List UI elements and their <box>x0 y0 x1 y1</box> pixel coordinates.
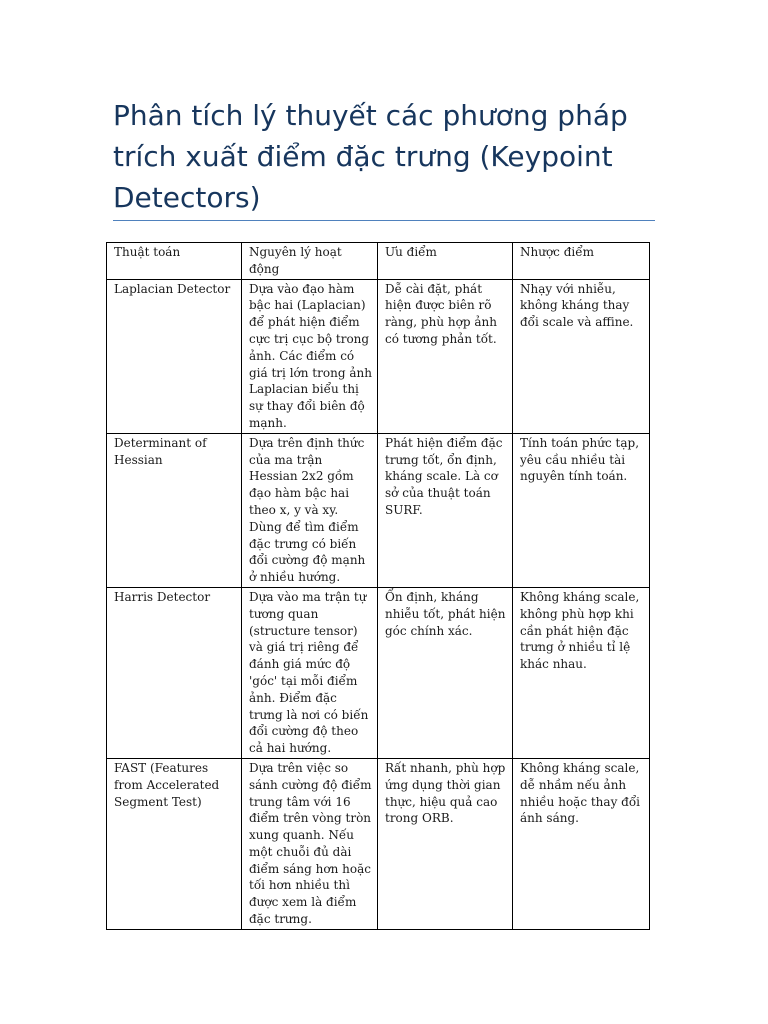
cell-principle: Dựa trên việc so sánh cường độ điểm trung tâm với 16 điểm trên vòng tròn xung quanh. Nếu một chuỗi đủ dài điểm sáng hơn hoặc tối hơn nhiều thì được xem là điểm đặc trưng. <box>242 758 378 929</box>
cell-advantages: Rất nhanh, phù hợp ứng dụng thời gian thực, hiệu quả cao trong ORB. <box>378 758 513 929</box>
table-row <box>107 279 650 433</box>
comparison-table <box>106 242 650 930</box>
cell-advantages: Dễ cài đặt, phát hiện được biên rõ ràng, phù hợp ảnh có tương phản tốt. <box>378 279 513 433</box>
table-row <box>107 587 650 758</box>
cell-disadvantages: Tính toán phức tạp, yêu cầu nhiều tài nguyên tính toán. <box>513 433 650 587</box>
title-underline <box>113 220 655 221</box>
table-row <box>107 433 650 587</box>
cell-disadvantages: Không kháng scale, không phù hợp khi cần phát hiện đặc trưng ở nhiều tỉ lệ khác nhau. <box>513 587 650 758</box>
cell-algorithm: Determinant of Hessian <box>107 433 242 587</box>
cell-advantages: Phát hiện điểm đặc trưng tốt, ổn định, kháng scale. Là cơ sở của thuật toán SURF. <box>378 433 513 587</box>
cell-algorithm: Harris Detector <box>107 587 242 758</box>
cell-principle: Dựa vào ma trận tự tương quan (structure tensor) và giá trị riêng để đánh giá mức độ 'góc' tại mỗi điểm ảnh. Điểm đặc trưng là nơi có biến đổi cường độ theo cả hai hướng. <box>242 587 378 758</box>
table-row <box>107 758 650 929</box>
cell-algorithm: Laplacian Detector <box>107 279 242 433</box>
header-cell-disadvantages: Nhược điểm <box>513 243 650 280</box>
cell-advantages: Ổn định, kháng nhiễu tốt, phát hiện góc chính xác. <box>378 587 513 758</box>
header-cell-principle: Nguyên lý hoạt động <box>242 243 378 280</box>
cell-principle: Dựa vào đạo hàm bậc hai (Laplacian) để phát hiện điểm cực trị cục bộ trong ảnh. Các điểm có giá trị lớn trong ảnh Laplacian biểu thị sự thay đổi biên độ mạnh. <box>242 279 378 433</box>
cell-disadvantages: Không kháng scale, dễ nhầm nếu ảnh nhiều hoặc thay đổi ánh sáng. <box>513 758 650 929</box>
table-header-row <box>107 243 650 280</box>
cell-disadvantages: Nhạy với nhiễu, không kháng thay đổi scale và affine. <box>513 279 650 433</box>
cell-principle: Dựa trên định thức của ma trận Hessian 2x2 gồm đạo hàm bậc hai theo x, y và xy. Dùng để tìm điểm đặc trưng có biến đổi cường độ mạnh ở nhiều hướng. <box>242 433 378 587</box>
cell-algorithm: FAST (Features from Accelerated Segment Test) <box>107 758 242 929</box>
page-title: Phân tích lý thuyết các phương pháp trích xuất điểm đặc trưng (Keypoint Detectors) <box>113 99 628 214</box>
header-cell-algorithm: Thuật toán <box>107 243 242 280</box>
header-cell-advantages: Ưu điểm <box>378 243 513 280</box>
